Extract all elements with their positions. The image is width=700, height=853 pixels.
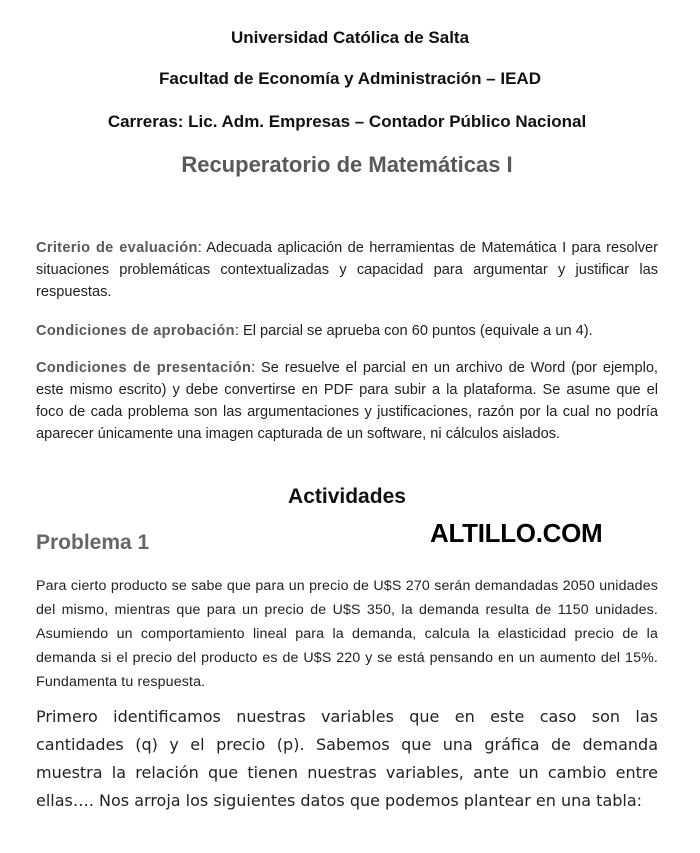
problem-1-heading: Problema 1 — [36, 531, 150, 554]
presentation-conditions-label: Condiciones de presentación — [36, 360, 252, 376]
evaluation-criteria-label: Criterio de evaluación — [36, 240, 198, 256]
presentation-conditions-text: : Se resuelve el parcial en un archivo de Word (por ejemplo, este mismo escrito) y debe convertirse en PDF para subir a la plataforma. Se asume que el foco de cada problema son las argumentaciones y justificaciones, razón por la cual no podría aparecer únicamente una imagen capturada de un software, ni cálculos aislados. — [36, 360, 658, 442]
evaluation-criteria — [36, 237, 658, 303]
watermark: ALTILLO.COM — [430, 518, 603, 548]
presentation-conditions — [36, 357, 658, 445]
evaluation-criteria-text: : Adecuada aplicación de herramientas de Matemática I para resolver situaciones problemáticas contextualizadas y capacidad para argumentar y justificar las respuestas. — [36, 240, 658, 300]
faculty-title: Facultad de Economía y Administración – IEAD — [159, 69, 541, 88]
exam-title: Recuperatorio de Matemáticas I — [181, 152, 513, 177]
careers-title: Carreras: Lic. Adm. Empresas – Contador Público Nacional — [107, 112, 587, 131]
approval-conditions-label: Condiciones de aprobación — [36, 323, 235, 339]
activities-heading: Actividades — [288, 485, 406, 508]
problem-1-answer: Primero identificamos nuestras variables que en este caso son las cantidades (q) y el precio (p). Sabemos que una gráfica de demanda muestra la relación que tienen nuestras variables, ante un cambio entre ellas…. Nos arroja los siguientes datos que podemos plantear en una tabla: — [36, 707, 658, 810]
problem-1-statement: Para cierto producto se sabe que para un precio de U$S 270 serán demandadas 2050 unidades del mismo, mientras que para un precio de U$S 350, la demanda resulta de 1150 unidades. Asumiendo un comportamiento lineal para la demanda, calcula la elasticidad precio de la demanda si el precio del producto es de U$S 220 y se está pensando en un aumento del 15%. Fundamenta tu respuesta. — [36, 578, 658, 690]
university-title: Universidad Católica de Salta — [230, 28, 470, 47]
approval-conditions-text: : El parcial se aprueba con 60 puntos (equivale a un 4). — [234, 323, 593, 339]
approval-conditions — [36, 320, 658, 342]
